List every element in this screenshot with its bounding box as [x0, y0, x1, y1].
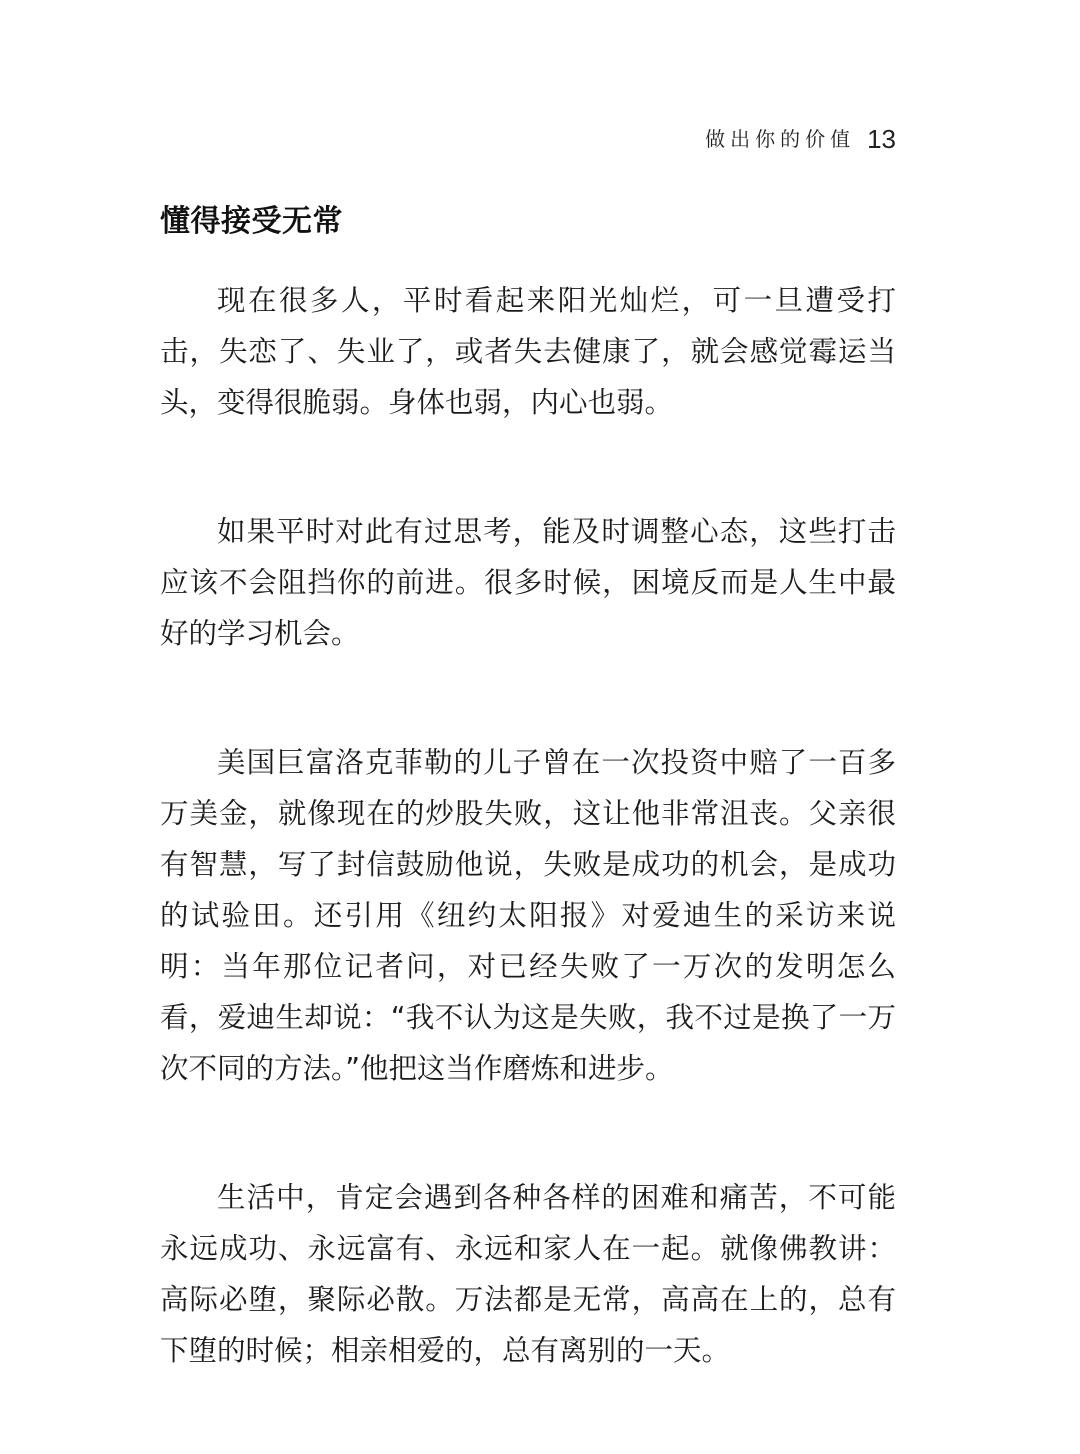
section-title: 懂得接受无常 — [160, 204, 343, 239]
running-header — [705, 122, 896, 153]
paragraph: 生活中，肯定会遇到各种各样的困难和痛苦，不可能永远成功、永远富有、永远和家人在一起。就像佛教讲：高际必堕，聚际必散。万法都是无常，高高在上的，总有下堕的时候；相亲相爱的，总有离别的一天。 — [160, 1181, 896, 1367]
paragraph: 美国巨富洛克菲勒的儿子曾在一次投资中赔了一百多万美金，就像现在的炒股失败，这让他非常沮丧。父亲很有智慧，写了封信鼓励他说，失败是成功的机会，是成功的试验田。还引用《纽约太阳报》对爱迪生的采访来说明：当年那位记者问，对已经失败了一万次的发明怎么看，爱迪生却说：“我不认为这是失败，我不过是换了一万次不同的方法。”他把这当作磨炼和进步。 — [160, 746, 896, 1085]
paragraph: 如果平时对此有过思考，能及时调整心态，这些打击应该不会阻挡你的前进。很多时候，困境反而是人生中最好的学习机会。 — [160, 515, 896, 650]
page-number: 13 — [867, 124, 896, 154]
body-text — [160, 275, 896, 1454]
paragraph: 现在很多人，平时看起来阳光灿烂，可一旦遭受打击，失恋了、失业了，或者失去健康了，就会感觉霉运当头，变得很脆弱。身体也弱，内心也弱。 — [160, 284, 896, 419]
running-title: 做出你的价值 — [705, 127, 856, 151]
